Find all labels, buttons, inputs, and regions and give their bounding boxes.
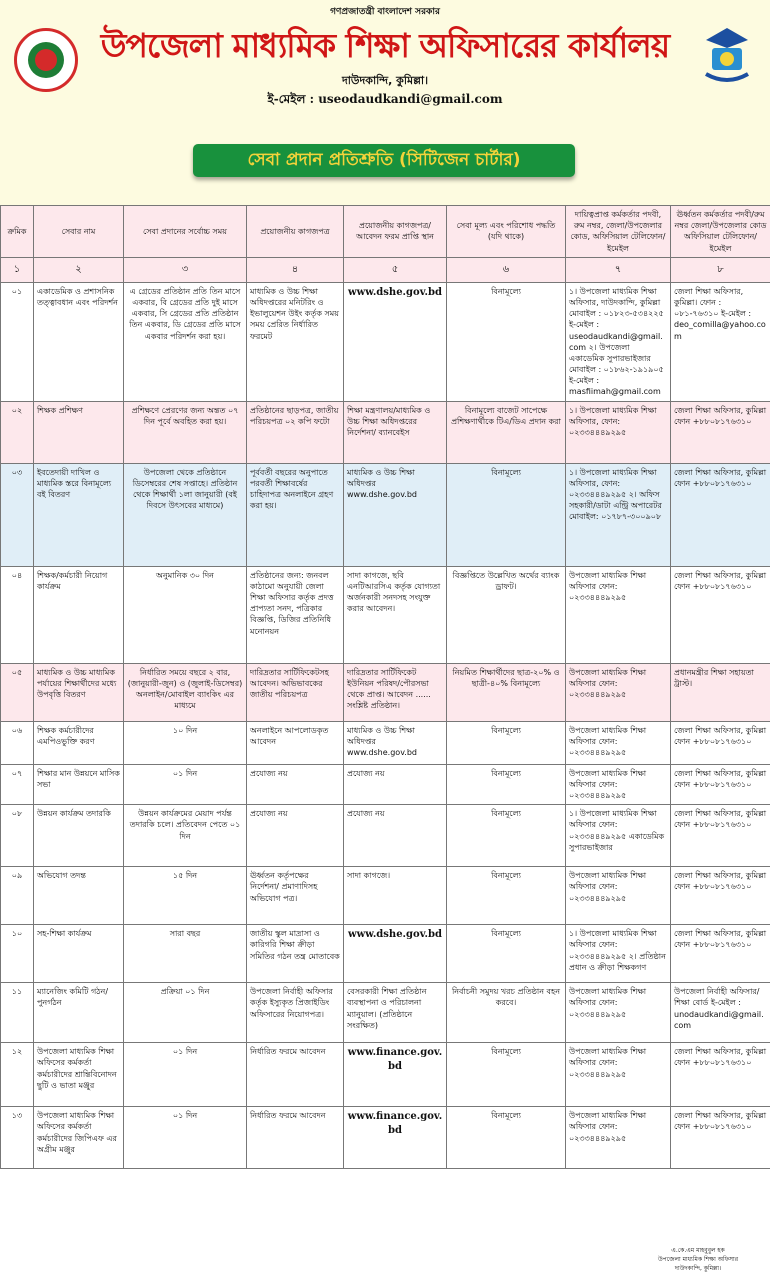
service-name-cell: শিক্ষক প্রশিক্ষণ [34,401,124,463]
serial-cell: ০৯ [1,867,34,925]
time-cell: ০১ দিন [124,1107,247,1169]
header-superior: ঊর্ধ্বতন কর্মকর্তার পদবী/রুম নম্বর জেলা/উপজেলার কোড অফিসিয়াল টেলিফোন/ইমেইল [671,206,770,258]
documents-cell: নির্ধারিত ফরমে আবেদন [247,1043,344,1107]
serial-cell: ১২ [1,1043,34,1107]
superior-cell: জেলা শিক্ষা অফিসার, কুমিল্লা ফোন +৮৮০৮১৭৬৩১০ [671,805,770,867]
fee-cell: বিনামূল্যে [447,764,566,805]
service-name-cell: উন্নয়ন কার্যক্রম তদারকি [34,805,124,867]
documents-cell: জাতীয় স্কুল মাদ্রাসা ও কারিগরি শিক্ষা ক্রীড়া সমিতির গঠন তন্ত্র মোতাবেক [247,925,344,983]
documents-cell: পূর্ববর্তী বছরের অনুপাতে পরবর্তী শিক্ষাবর্ষের চাহিদাপত্র অনলাইনে গ্রহণ করা হয়। [247,463,344,566]
fee-cell: বিনামূল্যে [447,805,566,867]
table-row [1,401,770,463]
table-header-row [1,206,770,258]
serial-cell: ০২ [1,401,34,463]
superior-cell: জেলা শিক্ষা অফিসার, কুমিল্লা ফোন +৮৮০৮১৭৬৩১০ [671,925,770,983]
documents-cell: উপজেলা নির্বাহী অফিসার কর্তৃক ইস্যুকৃত প্রিজাইডিং অফিসারের নিয়োগপত্র। [247,983,344,1043]
service-name-cell: শিক্ষার মান উন্নয়নে মাসিক সভা [34,764,124,805]
serial-cell: ০৩ [1,463,34,566]
source-cell: সাদা কাগজে, ছবি এনটিআরসিএ কর্তৃক যোগ্যতা অর্জনকারী সনদসহ সংযুক্ত করার আবেদন। [344,566,447,663]
time-cell: এ গ্রেডের প্রতিষ্ঠান প্রতি তিন মাসে একবার, বি গ্রেডের প্রতি দুই মাসে একবার, সি গ্রেডের প্রতি প্রতিষ্ঠান তিন একবার, ডি গ্রেডের প্রতি মাসে একবার পরিদর্শন করা হয়। [124,282,247,401]
header-fee: সেবা মূল্য এবং পরিশোধ পদ্ধতি (যদি থাকে) [447,206,566,258]
service-name-cell: ইবতেদায়ী দাখিল ও মাধ্যমিক স্তরে বিনামূল্যে বই বিতরণ [34,463,124,566]
fee-cell: নিয়মিত শিক্ষার্থীদের ছাত্র-২০% ও ছাত্রী-৪০% বিনামূল্যে [447,663,566,721]
officer-cell: উপজেলা মাধ্যমিক শিক্ষা অফিসার ফোন: ০২৩৩৪৪৪৯২৯৫ [566,566,671,663]
header-service: সেবার নাম [34,206,124,258]
column-number-row [1,257,770,282]
time-cell: উন্নয়ন কার্যক্রমের মেয়াদ পর্যন্ত তদারকি চলে। প্রতিবেদন পেতে ০১ দিন [124,805,247,867]
serial-cell: ১৩ [1,1107,34,1169]
time-cell: ০১ দিন [124,764,247,805]
column-number: ৩ [124,257,247,282]
table-row [1,566,770,663]
source-cell: প্রযোজ্য নয় [344,805,447,867]
documents-cell: মাধ্যমিক ও উচ্চ শিক্ষা অধিদপ্তরের মনিটরিং ও ইভালুয়েশন উইং কর্তৃক সময় সময় প্রেরিত নির্ধারিত ফরমেট [247,282,344,401]
source-cell: বেসরকারী শিক্ষা প্রতিষ্ঠান ব্যবস্থাপনা ও পরিচালনা ম্যানুয়াল। (প্রতিষ্ঠানে সংরক্ষিত) [344,983,447,1043]
serial-cell: ০৫ [1,663,34,721]
government-name: গণপ্রজাতন্ত্রী বাংলাদেশ সরকার [330,7,440,17]
serial-cell: ০৭ [1,764,34,805]
column-number: ৭ [566,257,671,282]
source-cell: প্রযোজ্য নয় [344,764,447,805]
header-officer: দায়িত্বপ্রাপ্ত কর্মকর্তার পদবী, রুম নম্বর, জেলা/উপজেলার কোড, অফিসিয়াল টেলিফোন/ইমেইল [566,206,671,258]
office-address: দাউদকান্দি, কুমিল্লা। [341,74,429,87]
citizen-charter-table [0,205,770,1169]
header-area [0,0,770,205]
officer-cell: উপজেলা মাধ্যমিক শিক্ষা অফিসার ফোন: ০২৩৩৪৪৪৯২৯৫ [566,1043,671,1107]
email-address: useodaudkandi@gmail.com [318,92,503,106]
office-email [0,91,770,111]
time-cell: প্রক্রিয়া ০১ দিন [124,983,247,1043]
officer-cell: উপজেলা মাধ্যমিক শিক্ষা অফিসার ফোন: ০২৩৩৪৪৪৯২৯৫ [566,1107,671,1169]
service-name-cell: ম্যানেজিং কমিটি গঠন/পুনর্গঠন [34,983,124,1043]
officer-cell: ১। উপজেলা মাধ্যমিক শিক্ষা অফিসার ফোন: ০২৩৩৪৪৪৯২৯৫ ২। প্রতিষ্ঠান প্রধান ও ক্রীড়া শিক্ষকগণ [566,925,671,983]
column-number: ১ [1,257,34,282]
column-number: ৪ [247,257,344,282]
officer-cell: উপজেলা মাধ্যমিক শিক্ষা অফিসার ফোন: ০২৩৩৪৪৪৯২৯৫ [566,867,671,925]
documents-cell: দারিদ্রতার সার্টিফিকেটসহ আবেদন। অভিভাবকের জাতীয় পরিচয়পত্র [247,663,344,721]
table-row [1,867,770,925]
serial-cell: ০১ [1,282,34,401]
signatory-name: এ.কে.এম মাহবুবুল হক [671,1247,725,1254]
service-name-cell: উপজেলা মাধ্যমিক শিক্ষা অফিসের কর্মকর্তা কর্মচারীদের শ্রান্তিবিনোদন ছুটি ও ভাতা মঞ্জুর [34,1043,124,1107]
documents-cell: প্রতিষ্ঠানের ছাড়পত্র, জাতীয় পরিচয়পত্র ০২ কপি ফটো [247,401,344,463]
fee-cell: বিনামূল্যে [447,282,566,401]
table-row [1,805,770,867]
column-number: ২ [34,257,124,282]
citizen-charter-banner: সেবা প্রদান প্রতিশ্রুতি (সিটিজেন চার্টার) [193,144,575,177]
officer-cell: ১। উপজেলা মাধ্যমিক শিক্ষা অফিসার, ফোন: ০২৩৩৪৪৪৯২৯৫ [566,401,671,463]
column-number: ৫ [344,257,447,282]
source-cell: www.finance.gov.bd [344,1043,447,1107]
table-row [1,925,770,983]
table-row [1,663,770,721]
signatory-designation: উপজেলা মাধ্যমিক শিক্ষা অফিসার [657,1256,739,1263]
service-name-cell: একাডেমিক ও প্রশাসনিক তত্ত্বাবধান এবং পরিদর্শন [34,282,124,401]
source-cell: শিক্ষা মন্ত্রণালয়/মাধ্যমিক ও উচ্চ শিক্ষা অধিদপ্তরের নির্দেশনা/ ব্যানবেইস [344,401,447,463]
table-row [1,463,770,566]
source-cell: দারিদ্রতার সার্টিফিকেট ইউনিয়ন পরিষদ/পৌরসভা থেকে প্রাপ্ত। আবেদন ...... সংশ্লিষ্ট প্রতিষ্ঠান। [344,663,447,721]
superior-cell: জেলা শিক্ষা অফিসার, কুমিল্লা ফোন +৮৮০৮১৭৬৩১০ [671,764,770,805]
time-cell: উপজেলা থেকে প্রতিষ্ঠানে ডিসেম্বরের শেষ সপ্তাহে। প্রতিষ্ঠান থেকে শিক্ষার্থী ১লা জানুয়ারী (বই দিবসে উৎসবের মাধ্যমে) [124,463,247,566]
source-cell: মাধ্যমিক ও উচ্চ শিক্ষা অধিদপ্তর www.dshe.gov.bd [344,721,447,764]
table-row [1,764,770,805]
officer-cell: উপজেলা মাধ্যমিক শিক্ষা অফিসার ফোন: ০২৩৩৪৪৪৯২৯৫ [566,721,671,764]
table-row [1,282,770,401]
time-cell: ০১ দিন [124,1043,247,1107]
header-source: প্রয়োজনীয় কাগজপত্র/ আবেদন ফরম প্রাপ্তি স্থান [344,206,447,258]
documents-cell: প্রযোজ্য নয় [247,764,344,805]
serial-cell: ০৮ [1,805,34,867]
officer-cell: উপজেলা মাধ্যমিক শিক্ষা অফিসার ফোন: ০২৩৩৪৪৪৯২৯৫ [566,663,671,721]
superior-cell: জেলা শিক্ষা অফিসার, কুমিল্লা ফোন +৮৮০৮১৭৬৩১০ [671,867,770,925]
serial-cell: ০৪ [1,566,34,663]
time-cell: ১০ দিন [124,721,247,764]
table-row [1,1043,770,1107]
officer-cell: উপজেলা মাধ্যমিক শিক্ষা অফিসার ফোন: ০২৩৩৪৪৪৯২৯৫ [566,764,671,805]
office-title: উপজেলা মাধ্যমিক শিক্ষা অফিসারের কার্যালয় [100,26,670,65]
superior-cell: জেলা শিক্ষা অফিসার, কুমিল্লা ফোন +৮৮০৮১৭৬৩১০ [671,463,770,566]
fee-cell: বিজ্ঞপ্তিতে উল্লেখিত অর্থের ব্যাংক ড্রাফট। [447,566,566,663]
serial-cell: ১১ [1,983,34,1043]
officer-cell: ১। উপজেলা মাধ্যমিক শিক্ষা অফিসার, ফোন: ০২৩৩৪৪৪৯২৯৫ ২। অফিস সহকারী/ডাটা এন্ট্রি অপারেটর মোবাইল: ০১৭৮৭-৩০০৯০৮ [566,463,671,566]
fee-cell: বিনামূল্যে [447,463,566,566]
table-row [1,983,770,1043]
time-cell: ১৫ দিন [124,867,247,925]
source-cell: www.finance.gov.bd [344,1107,447,1169]
column-number: ৬ [447,257,566,282]
service-name-cell: অভিযোগ তদন্ত [34,867,124,925]
service-name-cell: সহ-শিক্ষা কার্যক্রম [34,925,124,983]
column-number: ৮ [671,257,770,282]
serial-cell: ০৬ [1,721,34,764]
source-cell: www.dshe.gov.bd [344,925,447,983]
source-cell: মাধ্যমিক ও উচ্চ শিক্ষা অধিদপ্তর www.dshe.gov.bd [344,463,447,566]
email-label: ই-মেইল : [267,92,314,106]
service-name-cell: মাধ্যমিক ও উচ্চ মাধ্যমিক পর্যায়ের শিক্ষার্থীদের মধ্যে উপবৃত্তি বিতরণ [34,663,124,721]
time-cell: সারা বছর [124,925,247,983]
source-cell: সাদা কাগজে। [344,867,447,925]
source-cell: www.dshe.gov.bd [344,282,447,401]
officer-cell: উপজেলা মাধ্যমিক শিক্ষা অফিসার ফোন: ০২৩৩৪৪৪৯২৯৫ [566,983,671,1043]
fee-cell: বিনামূল্যে [447,1107,566,1169]
fee-cell: বিনামূল্যে [447,925,566,983]
time-cell: অনুমানিক ৩০ দিন [124,566,247,663]
time-cell: প্রশিক্ষণে প্রেরণের জন্য অন্তত ০৭ দিন পূর্বে অবহিত করা হয়। [124,401,247,463]
superior-cell: জেলা শিক্ষা অফিসার, কুমিল্লা ফোন +৮৮০৮১৭৬৩১০ [671,1043,770,1107]
fee-cell: বিনামূল্যে [447,1043,566,1107]
time-cell: নির্ধারিত সময়ে বছরে ২ বার, (জানুয়ারী-জুন) ও (জুলাই-ডিসেম্বর) অনলাইন/মোবাইল ব্যাংকিং এর মাধ্যমে [124,663,247,721]
documents-cell: অনলাইনে আপলোডকৃত আবেদন [247,721,344,764]
signatory-place: দাউদকান্দি, কুমিল্লা। [674,1265,722,1272]
service-name-cell: শিক্ষক কর্মচারীদের এমপিওভুক্তি করণ [34,721,124,764]
table-row [1,1107,770,1169]
fee-cell: বিনামূল্যে [447,867,566,925]
superior-cell: জেলা শিক্ষা অফিসার, কুমিল্লা ফোন +৮৮০৮১৭৬৩১০ [671,721,770,764]
officer-cell: ১। উপজেলা মাধ্যমিক শিক্ষা অফিসার ফোন: ০২৩৩৪৪৪৯২৯৫ একাডেমিক সুপারভাইজার [566,805,671,867]
superior-cell: জেলা শিক্ষা অফিসার, কুমিল্লা ফোন +৮৮০৮১৭৬৩১০ [671,566,770,663]
superior-cell: উপজেলা নির্বাহী অফিসার/শিক্ষা বোর্ড ই-মেইল : unodaudkandi@gmail.com [671,983,770,1043]
service-name-cell: উপজেলা মাধ্যমিক শিক্ষা অফিসের কর্মকর্তা কর্মচারীদের জিপিএফ এর অগ্রীম মঞ্জুর [34,1107,124,1169]
signature-block [638,1246,758,1273]
superior-cell: জেলা শিক্ষা অফিসার, কুমিল্লা। ফোন : ০৮১-৭৬৩১০ ই-মেইল : deo_comilla@yahoo.com [671,282,770,401]
documents-cell: ঊর্ধ্বতন কর্তৃপক্ষের নির্দেশনা/ প্রমাণাদিসহ অভিযোগ পত্র। [247,867,344,925]
fee-cell: বিনামূল্যে [447,721,566,764]
officer-cell: ১। উপজেলা মাধ্যমিক শিক্ষা অফিসার, দাউদকান্দি, কুমিল্লা মোবাইল : ০১৮২৩-৫৩৪২২৫ ই-মেইল : useodaudkandi@gmail.com ২। উপজেলা একাডেমিক সুপারভাইজার মোবাইল : ০১৮৬২-১৯১৯০৫ ই-মেইল : masfiimah@gmail.com [566,282,671,401]
superior-cell: জেলা শিক্ষা অফিসার, কুমিল্লা ফোন +৮৮০৮১৭৬৩১০ [671,401,770,463]
serial-cell: ১০ [1,925,34,983]
service-name-cell: শিক্ষক/কর্মচারী নিয়োগ কার্যক্রম [34,566,124,663]
header-serial: ক্রমিক [1,206,34,258]
header-time: সেবা প্রদানের সর্বোচ্চ সময় [124,206,247,258]
superior-cell: প্রধানমন্ত্রীর শিক্ষা সহায়তা ট্রাস্ট। [671,663,770,721]
fee-cell: বিনামূল্যে বাজেট সাপেক্ষে প্রশিক্ষণার্থীকে টিএ/ডিএ প্রদান করা [447,401,566,463]
fee-cell: নির্বাচনী সমুদয় খরচ প্রতিষ্ঠান বহন করবে। [447,983,566,1043]
documents-cell: নির্ধারিত ফরমে আবেদন [247,1107,344,1169]
superior-cell: জেলা শিক্ষা অফিসার, কুমিল্লা ফোন +৮৮০৮১৭৬৩১০ [671,1107,770,1169]
documents-cell: প্রযোজ্য নয় [247,805,344,867]
documents-cell: প্রতিষ্ঠানের জন্য: জনবল কাঠামো অনুযায়ী জেলা শিক্ষা অফিসার কর্তৃক প্রদত্ত প্রাপ্যতা সনদ, পত্রিকার বিজ্ঞপ্তি, ডিজির প্রতিনিধি মনোনয়ন [247,566,344,663]
table-row [1,721,770,764]
header-documents: প্রয়োজনীয় কাগজপত্র [247,206,344,258]
